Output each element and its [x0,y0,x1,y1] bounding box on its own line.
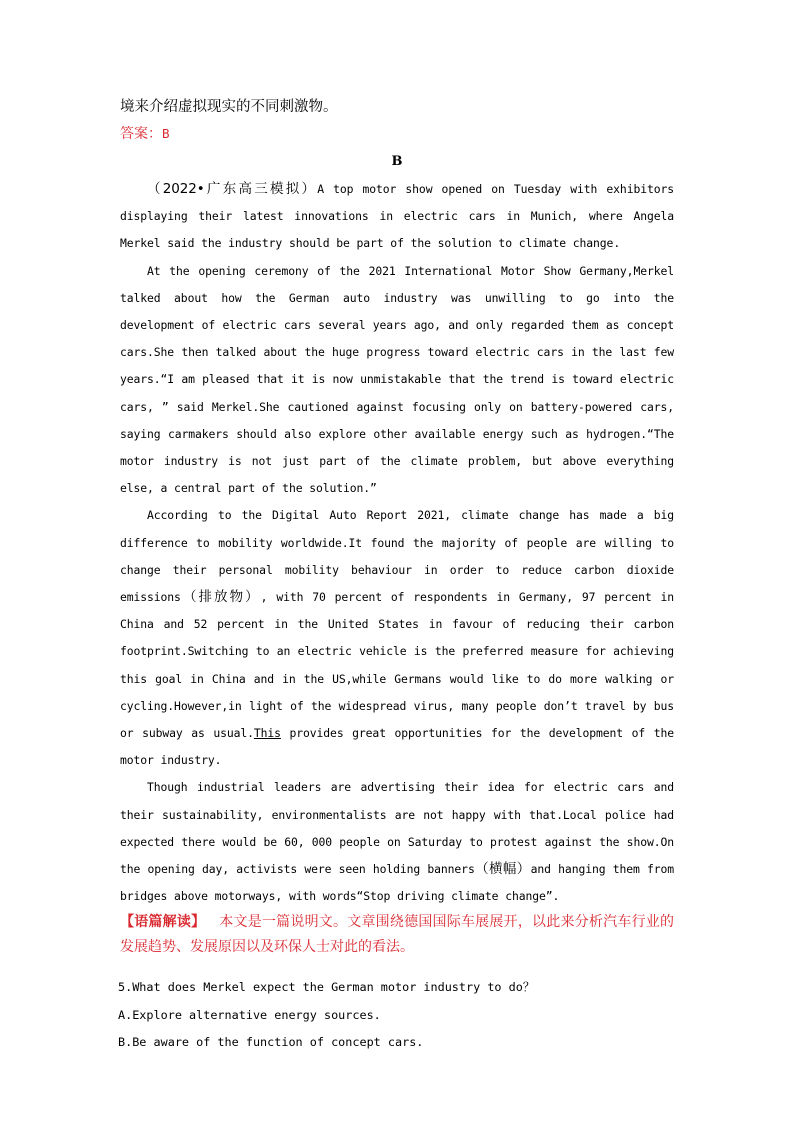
answer-line [120,120,674,148]
document-page [120,94,674,1057]
underlined-word: This [253,726,281,741]
paragraph-3-part-a: According to the Digital Auto Report 2021, climate change has made a big difference to mobility worldwide.It found the majority of people are willing to change their personal mobility behaviour in order to reduce carbon dioxide emissions [120,508,674,605]
source-note: （2022•广东高三模拟） [147,181,318,197]
intro-line: 境来介绍虚拟现实的不同刺激物。 [120,99,338,115]
paragraph-1-text: A top motor show opened on Tuesday with exhibitors displaying their latest innovations in electric cars in Munich, where Angela Merkel said the industry should be part of the solution to climate change. [120,182,674,251]
paragraph-4-part-a: Though industrial leaders are advertising their idea for electric cars and their sustainability, environmentalists are not happy with that.Local police had expected there would be 60, 000 people on Saturday to protest against the show.On the opening day, activists were seen holding banners [120,780,674,877]
reading-tag: 【语篇解读】 [120,914,206,931]
paragraph-4 [120,774,674,910]
paragraph-3 [120,502,674,774]
section-letter: B [391,154,403,169]
gloss-banners: （横幅） [474,861,531,878]
paragraph-3-part-c: provides great opportunities for the development of the motor industry. [120,726,674,768]
question-stem: 5.What does Merkel expect the German motor industry to do？ [118,980,535,995]
reading-text: 本文是一篇说明文。文章围绕德国国际车展展开，以此来分析汽车行业的发展趋势、发展原因以及环保人士对此的看法。 [120,914,674,956]
paragraph-3-part-b: , with 70 percent of respondents in Germany, 97 percent in China and 52 percent in the United States in favour of reducing their carbon footprint.Switching to an electric vehicle is the preferred measure for achieving this goal in China and in the US,while Germans would like to do more walking or cycling.However,in light of the widespread virus, many people don’t travel by bus or subway as usual. [120,590,675,741]
option-b: B.Be aware of the function of concept cars. [118,1035,424,1050]
reading-interpretation [120,910,674,960]
gloss-emissions: （排放物） [180,589,261,606]
paragraph-1 [120,176,674,258]
answer-label: 答案： [120,126,162,142]
answer-value: B [162,126,170,141]
paragraph-2: At the opening ceremony of the 2021 International Motor Show Germany,Merkel talked about how the German auto industry was unwilling to go into the development of electric cars several years ago, and only regarded them as concept cars.She then talked about the huge progress toward electric cars in the last few years.“I am pleased that it is now unmistakable that the trend is toward electric cars, ” said Merkel.She cautioned against focusing only on battery-powered cars, saying carmakers should also explore other available energy such as hydrogen.“The motor industry is not just part of the climate problem, but above everything else, a central part of the solution.” [120,263,674,496]
paragraph-4-part-b: and hanging them from bridges above motorways, with words“Stop driving climate change”. [120,862,674,904]
option-a: A.Explore alternative energy sources. [118,1007,381,1022]
